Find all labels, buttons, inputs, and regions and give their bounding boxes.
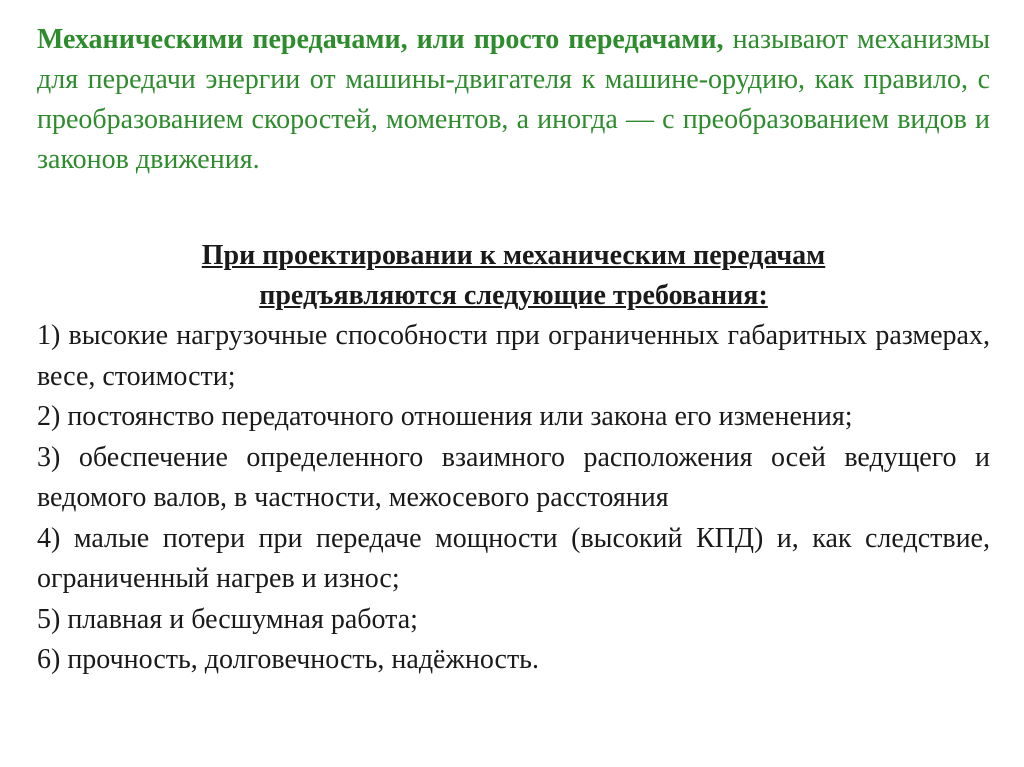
requirements-heading-line-1: При проектировании к механическим передачам bbox=[201, 240, 826, 271]
requirement-item-3: 3) обеспечение определенного взаимного расположения осей ведущего и ведомого валов, в частности, межосевого расстояния bbox=[37, 441, 990, 513]
requirement-item-4: 4) малые потери при передаче мощности (высокий КПД) и, как следствие, ограниченный нагрев и износ; bbox=[37, 522, 990, 594]
definition-text: называют механизмы для передачи энергии от машины-двигателя к машине-орудию, как правило, с преобразованием скоростей, моментов, а иногда — с преобразованием видов и законов движения. bbox=[37, 24, 991, 175]
requirement-item-2: 2) постоянство передаточного отношения или закона его изменения; bbox=[37, 401, 853, 432]
requirement-item-1: 1) высокие нагрузочные способности при ограниченных габаритных размерах, весе, стоимости; bbox=[37, 320, 990, 392]
requirement-item-5: 5) плавная и бесшумная работа; bbox=[37, 603, 418, 635]
requirements-list bbox=[37, 316, 990, 681]
requirements-heading-line-2: предъявляются следующие требования: bbox=[259, 280, 768, 311]
definition-term: Механическими передачами, или просто передачами, bbox=[37, 24, 724, 55]
requirements-heading bbox=[37, 236, 990, 316]
definition-paragraph bbox=[37, 20, 990, 180]
requirement-item-6: 6) прочность, долговечность, надёжность. bbox=[37, 644, 539, 675]
